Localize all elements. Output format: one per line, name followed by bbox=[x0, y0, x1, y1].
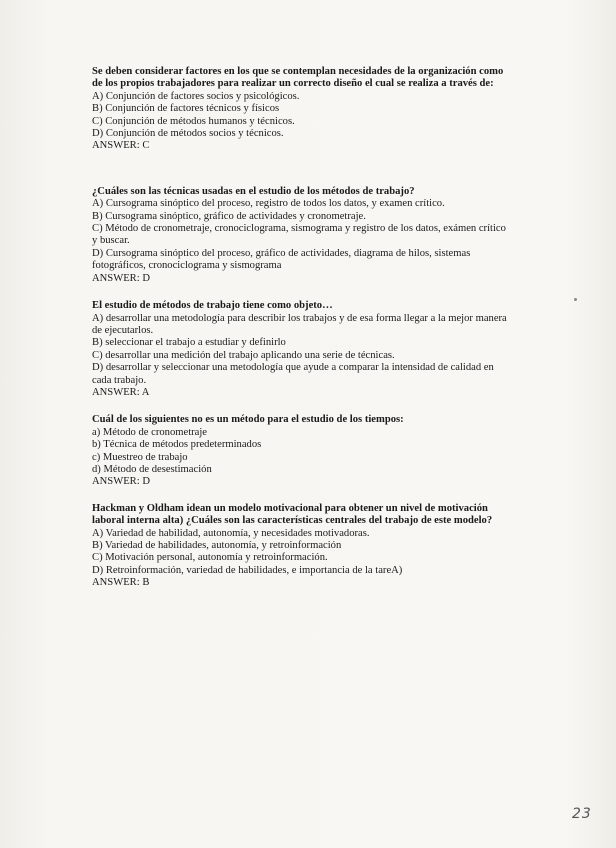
question-4 bbox=[92, 414, 512, 488]
spacer bbox=[92, 285, 512, 300]
spacer bbox=[92, 399, 512, 414]
question-title: El estudio de métodos de trabajo tiene como objeto… bbox=[92, 300, 333, 312]
question-title: Cuál de los siguientes no es un método para el estudio de los tiempos: bbox=[92, 414, 404, 426]
page-number: 23 bbox=[572, 806, 592, 822]
option-b: B) Variedad de habilidades, autonomía, y retroinformación bbox=[92, 540, 342, 551]
question-title: Hackman y Oldham idean un modelo motivacional para obtener un nivel de motivación laboral interna alta) ¿Cuáles son las características centrales del trabajo de este modelo? bbox=[92, 502, 493, 527]
question-title: ¿Cuáles son las técnicas usadas en el estudio de los métodos de trabajo? bbox=[92, 185, 415, 197]
question-3 bbox=[92, 300, 512, 399]
option-d: D) Conjunción de métodos socios y técnicos. bbox=[92, 128, 284, 140]
option-a: A) desarrollar una metodología para describir los trabajos y de esa forma llegar a la mejor manera de ejecutarlos. bbox=[92, 312, 507, 336]
option-b: B) Conjunción de factores técnicos y físicos bbox=[92, 103, 280, 115]
option-d: D) desarrollar y seleccionar una metodología que ayude a comparar la intensidad de calidad en cada trabajo. bbox=[92, 362, 494, 386]
answer-line: ANSWER: A bbox=[92, 386, 150, 398]
option-a: a) Método de cronometraje bbox=[92, 426, 208, 438]
option-b: b) Técnica de métodos predeterminados bbox=[92, 439, 262, 451]
option-a: A) Cursograma sinóptico del proceso, registro de todos los datos, y examen crítico. bbox=[92, 198, 445, 210]
answer-line: ANSWER: D bbox=[92, 272, 150, 284]
option-c: C) Motivación personal, autonomía y retroinformación. bbox=[92, 552, 328, 564]
question-list bbox=[92, 66, 512, 590]
option-c: C) Método de cronometraje, cronociclograma, sismograma y registro de los datos, exámen crítico y buscar. bbox=[92, 223, 506, 247]
question-5 bbox=[92, 503, 512, 590]
option-c: c) Muestreo de trabajo bbox=[92, 451, 188, 463]
scan-speck bbox=[574, 298, 577, 301]
question-title: Se deben considerar factores en los que se contemplan necesidades de la organización como de los propios trabajadores para realizar un correcto diseño el cual se realiza a través de: bbox=[92, 66, 504, 90]
option-a: A) Variedad de habilidad, autonomía, y necesidades motivadoras. bbox=[92, 527, 370, 539]
option-c: C) Conjunción de métodos humanos y técnicos. bbox=[92, 115, 295, 127]
option-c: C) desarrollar una medición del trabajo aplicando una serie de técnicas. bbox=[92, 349, 395, 361]
option-a: A) Conjunción de factores socios y psicológicos. bbox=[92, 90, 300, 102]
answer-line: ANSWER: D bbox=[92, 476, 150, 488]
option-b: B) Cursograma sinóptico, gráfico de actividades y cronometraje. bbox=[92, 210, 366, 222]
option-b: B) seleccionar el trabajo a estudiar y definirlo bbox=[92, 337, 286, 349]
spacer bbox=[92, 489, 512, 503]
question-1 bbox=[92, 66, 512, 153]
question-2 bbox=[92, 186, 512, 285]
option-d: D) Retroinformación, variedad de habilidades, e importancia de la tareA) bbox=[92, 564, 403, 576]
spacer bbox=[92, 153, 512, 186]
answer-line: ANSWER: B bbox=[92, 577, 150, 589]
answer-line: ANSWER: C bbox=[92, 140, 150, 152]
option-d: d) Método de desestimación bbox=[92, 463, 212, 475]
option-d: D) Cursograma sinóptico del proceso, gráfico de actividades, diagrama de hilos, sistemas fotográficos, cronociclograma y sismograma bbox=[92, 247, 471, 272]
